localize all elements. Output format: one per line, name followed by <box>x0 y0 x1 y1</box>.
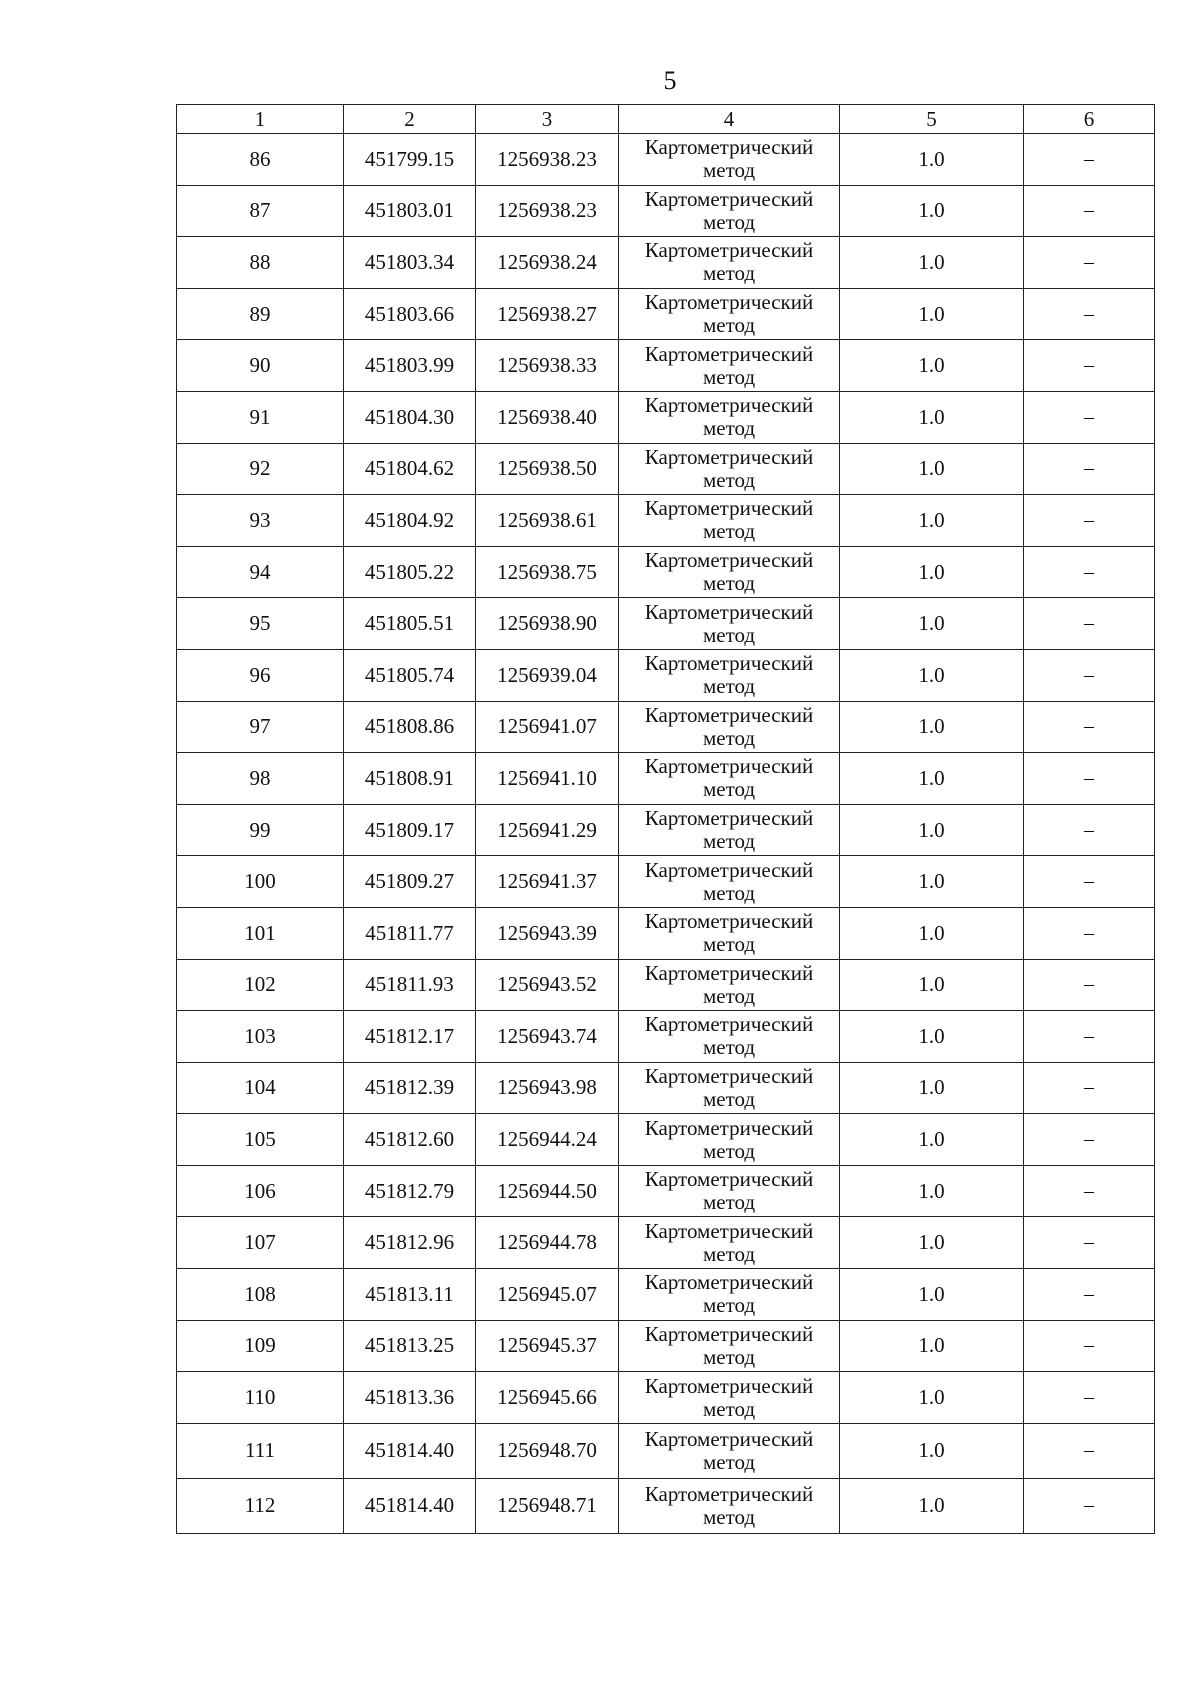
method-cell: Картометрический метод <box>619 907 840 959</box>
x-coordinate-cell: 451812.60 <box>344 1114 476 1166</box>
table-row <box>177 1478 1155 1533</box>
note-cell: – <box>1024 1062 1155 1114</box>
point-number-cell: 112 <box>177 1478 344 1533</box>
table-row <box>177 1320 1155 1372</box>
note-cell: – <box>1024 237 1155 289</box>
table-body <box>177 134 1155 1534</box>
point-number-cell: 109 <box>177 1320 344 1372</box>
method-cell: Картометрический метод <box>619 1011 840 1063</box>
accuracy-cell: 1.0 <box>840 134 1024 186</box>
y-coordinate-cell: 1256945.07 <box>476 1269 619 1321</box>
method-cell: Картометрический метод <box>619 598 840 650</box>
point-number-cell: 101 <box>177 907 344 959</box>
table-row <box>177 443 1155 495</box>
y-coordinate-cell: 1256944.78 <box>476 1217 619 1269</box>
table-row <box>177 185 1155 237</box>
accuracy-cell: 1.0 <box>840 1423 1024 1478</box>
table-header-row <box>177 105 1155 134</box>
y-coordinate-cell: 1256939.04 <box>476 649 619 701</box>
accuracy-cell: 1.0 <box>840 340 1024 392</box>
table-row <box>177 598 1155 650</box>
note-cell: – <box>1024 1372 1155 1424</box>
accuracy-cell: 1.0 <box>840 1320 1024 1372</box>
note-cell: – <box>1024 1423 1155 1478</box>
x-coordinate-cell: 451799.15 <box>344 134 476 186</box>
x-coordinate-cell: 451812.17 <box>344 1011 476 1063</box>
table-row <box>177 1011 1155 1063</box>
note-cell: – <box>1024 649 1155 701</box>
accuracy-cell: 1.0 <box>840 649 1024 701</box>
column-header: 6 <box>1024 105 1155 134</box>
note-cell: – <box>1024 907 1155 959</box>
x-coordinate-cell: 451808.86 <box>344 701 476 753</box>
table-row <box>177 856 1155 908</box>
method-cell: Картометрический метод <box>619 1478 840 1533</box>
accuracy-cell: 1.0 <box>840 753 1024 805</box>
note-cell: – <box>1024 1320 1155 1372</box>
accuracy-cell: 1.0 <box>840 856 1024 908</box>
method-cell: Картометрический метод <box>619 1114 840 1166</box>
accuracy-cell: 1.0 <box>840 959 1024 1011</box>
method-cell: Картометрический метод <box>619 1217 840 1269</box>
point-number-cell: 104 <box>177 1062 344 1114</box>
x-coordinate-cell: 451803.01 <box>344 185 476 237</box>
x-coordinate-cell: 451812.79 <box>344 1165 476 1217</box>
method-cell: Картометрический метод <box>619 1269 840 1321</box>
point-number-cell: 102 <box>177 959 344 1011</box>
y-coordinate-cell: 1256948.70 <box>476 1423 619 1478</box>
note-cell: – <box>1024 804 1155 856</box>
point-number-cell: 97 <box>177 701 344 753</box>
table-row <box>177 1062 1155 1114</box>
x-coordinate-cell: 451813.25 <box>344 1320 476 1372</box>
method-cell: Картометрический метод <box>619 856 840 908</box>
table-row <box>177 340 1155 392</box>
y-coordinate-cell: 1256938.90 <box>476 598 619 650</box>
note-cell: – <box>1024 1011 1155 1063</box>
accuracy-cell: 1.0 <box>840 1062 1024 1114</box>
point-number-cell: 91 <box>177 391 344 443</box>
y-coordinate-cell: 1256943.74 <box>476 1011 619 1063</box>
method-cell: Картометрический метод <box>619 1062 840 1114</box>
y-coordinate-cell: 1256945.66 <box>476 1372 619 1424</box>
point-number-cell: 96 <box>177 649 344 701</box>
point-number-cell: 93 <box>177 495 344 547</box>
method-cell: Картометрический метод <box>619 340 840 392</box>
y-coordinate-cell: 1256938.24 <box>476 237 619 289</box>
column-header: 2 <box>344 105 476 134</box>
note-cell: – <box>1024 134 1155 186</box>
table-row <box>177 134 1155 186</box>
accuracy-cell: 1.0 <box>840 185 1024 237</box>
note-cell: – <box>1024 701 1155 753</box>
note-cell: – <box>1024 598 1155 650</box>
column-header: 4 <box>619 105 840 134</box>
point-number-cell: 108 <box>177 1269 344 1321</box>
table-row <box>177 649 1155 701</box>
accuracy-cell: 1.0 <box>840 1165 1024 1217</box>
point-number-cell: 90 <box>177 340 344 392</box>
x-coordinate-cell: 451811.93 <box>344 959 476 1011</box>
x-coordinate-cell: 451805.51 <box>344 598 476 650</box>
note-cell: – <box>1024 443 1155 495</box>
accuracy-cell: 1.0 <box>840 804 1024 856</box>
y-coordinate-cell: 1256938.50 <box>476 443 619 495</box>
point-number-cell: 98 <box>177 753 344 805</box>
y-coordinate-cell: 1256938.27 <box>476 288 619 340</box>
accuracy-cell: 1.0 <box>840 1478 1024 1533</box>
table-row <box>177 959 1155 1011</box>
accuracy-cell: 1.0 <box>840 288 1024 340</box>
method-cell: Картометрический метод <box>619 443 840 495</box>
accuracy-cell: 1.0 <box>840 1372 1024 1424</box>
x-coordinate-cell: 451805.22 <box>344 546 476 598</box>
table-row <box>177 1217 1155 1269</box>
note-cell: – <box>1024 185 1155 237</box>
y-coordinate-cell: 1256938.23 <box>476 134 619 186</box>
y-coordinate-cell: 1256938.40 <box>476 391 619 443</box>
accuracy-cell: 1.0 <box>840 701 1024 753</box>
point-number-cell: 110 <box>177 1372 344 1424</box>
point-number-cell: 89 <box>177 288 344 340</box>
x-coordinate-cell: 451812.96 <box>344 1217 476 1269</box>
note-cell: – <box>1024 1165 1155 1217</box>
table-row <box>177 907 1155 959</box>
accuracy-cell: 1.0 <box>840 598 1024 650</box>
accuracy-cell: 1.0 <box>840 546 1024 598</box>
y-coordinate-cell: 1256944.24 <box>476 1114 619 1166</box>
y-coordinate-cell: 1256941.37 <box>476 856 619 908</box>
x-coordinate-cell: 451813.11 <box>344 1269 476 1321</box>
point-number-cell: 88 <box>177 237 344 289</box>
y-coordinate-cell: 1256943.39 <box>476 907 619 959</box>
method-cell: Картометрический метод <box>619 391 840 443</box>
y-coordinate-cell: 1256938.33 <box>476 340 619 392</box>
accuracy-cell: 1.0 <box>840 237 1024 289</box>
point-number-cell: 103 <box>177 1011 344 1063</box>
method-cell: Картометрический метод <box>619 959 840 1011</box>
point-number-cell: 92 <box>177 443 344 495</box>
x-coordinate-cell: 451813.36 <box>344 1372 476 1424</box>
x-coordinate-cell: 451804.92 <box>344 495 476 547</box>
table-row <box>177 1165 1155 1217</box>
method-cell: Картометрический метод <box>619 495 840 547</box>
note-cell: – <box>1024 1269 1155 1321</box>
accuracy-cell: 1.0 <box>840 1217 1024 1269</box>
x-coordinate-cell: 451814.40 <box>344 1423 476 1478</box>
accuracy-cell: 1.0 <box>840 443 1024 495</box>
method-cell: Картометрический метод <box>619 753 840 805</box>
point-number-cell: 106 <box>177 1165 344 1217</box>
point-number-cell: 94 <box>177 546 344 598</box>
point-number-cell: 111 <box>177 1423 344 1478</box>
accuracy-cell: 1.0 <box>840 1114 1024 1166</box>
point-number-cell: 99 <box>177 804 344 856</box>
table-row <box>177 753 1155 805</box>
x-coordinate-cell: 451809.27 <box>344 856 476 908</box>
method-cell: Картометрический метод <box>619 134 840 186</box>
method-cell: Картометрический метод <box>619 1423 840 1478</box>
point-number-cell: 95 <box>177 598 344 650</box>
table-row <box>177 804 1155 856</box>
y-coordinate-cell: 1256941.29 <box>476 804 619 856</box>
page-number: 5 <box>663 66 677 95</box>
x-coordinate-cell: 451804.30 <box>344 391 476 443</box>
accuracy-cell: 1.0 <box>840 1011 1024 1063</box>
table-row <box>177 1372 1155 1424</box>
note-cell: – <box>1024 1114 1155 1166</box>
table-row <box>177 701 1155 753</box>
point-number-cell: 100 <box>177 856 344 908</box>
y-coordinate-cell: 1256943.98 <box>476 1062 619 1114</box>
table-row <box>177 1114 1155 1166</box>
x-coordinate-cell: 451808.91 <box>344 753 476 805</box>
note-cell: – <box>1024 288 1155 340</box>
note-cell: – <box>1024 1478 1155 1533</box>
y-coordinate-cell: 1256943.52 <box>476 959 619 1011</box>
y-coordinate-cell: 1256945.37 <box>476 1320 619 1372</box>
x-coordinate-cell: 451803.34 <box>344 237 476 289</box>
method-cell: Картометрический метод <box>619 185 840 237</box>
table-row <box>177 495 1155 547</box>
method-cell: Картометрический метод <box>619 1165 840 1217</box>
table-row <box>177 288 1155 340</box>
point-number-cell: 107 <box>177 1217 344 1269</box>
method-cell: Картометрический метод <box>619 1320 840 1372</box>
table-row <box>177 237 1155 289</box>
y-coordinate-cell: 1256941.07 <box>476 701 619 753</box>
y-coordinate-cell: 1256938.23 <box>476 185 619 237</box>
point-number-cell: 87 <box>177 185 344 237</box>
method-cell: Картометрический метод <box>619 546 840 598</box>
x-coordinate-cell: 451809.17 <box>344 804 476 856</box>
method-cell: Картометрический метод <box>619 649 840 701</box>
x-coordinate-cell: 451814.40 <box>344 1478 476 1533</box>
note-cell: – <box>1024 856 1155 908</box>
x-coordinate-cell: 451803.66 <box>344 288 476 340</box>
y-coordinate-cell: 1256938.61 <box>476 495 619 547</box>
table-row <box>177 1423 1155 1478</box>
note-cell: – <box>1024 959 1155 1011</box>
x-coordinate-cell: 451805.74 <box>344 649 476 701</box>
y-coordinate-cell: 1256938.75 <box>476 546 619 598</box>
accuracy-cell: 1.0 <box>840 495 1024 547</box>
table-row <box>177 1269 1155 1321</box>
x-coordinate-cell: 451812.39 <box>344 1062 476 1114</box>
table-row <box>177 391 1155 443</box>
method-cell: Картометрический метод <box>619 804 840 856</box>
y-coordinate-cell: 1256948.71 <box>476 1478 619 1533</box>
point-number-cell: 86 <box>177 134 344 186</box>
coordinates-table <box>176 104 1155 1534</box>
table-row <box>177 546 1155 598</box>
method-cell: Картометрический метод <box>619 288 840 340</box>
method-cell: Картометрический метод <box>619 237 840 289</box>
column-header: 1 <box>177 105 344 134</box>
note-cell: – <box>1024 391 1155 443</box>
note-cell: – <box>1024 495 1155 547</box>
point-number-cell: 105 <box>177 1114 344 1166</box>
note-cell: – <box>1024 753 1155 805</box>
column-header: 3 <box>476 105 619 134</box>
x-coordinate-cell: 451803.99 <box>344 340 476 392</box>
y-coordinate-cell: 1256944.50 <box>476 1165 619 1217</box>
y-coordinate-cell: 1256941.10 <box>476 753 619 805</box>
accuracy-cell: 1.0 <box>840 1269 1024 1321</box>
x-coordinate-cell: 451804.62 <box>344 443 476 495</box>
x-coordinate-cell: 451811.77 <box>344 907 476 959</box>
method-cell: Картометрический метод <box>619 701 840 753</box>
note-cell: – <box>1024 1217 1155 1269</box>
note-cell: – <box>1024 546 1155 598</box>
method-cell: Картометрический метод <box>619 1372 840 1424</box>
column-header: 5 <box>840 105 1024 134</box>
accuracy-cell: 1.0 <box>840 391 1024 443</box>
accuracy-cell: 1.0 <box>840 907 1024 959</box>
note-cell: – <box>1024 340 1155 392</box>
